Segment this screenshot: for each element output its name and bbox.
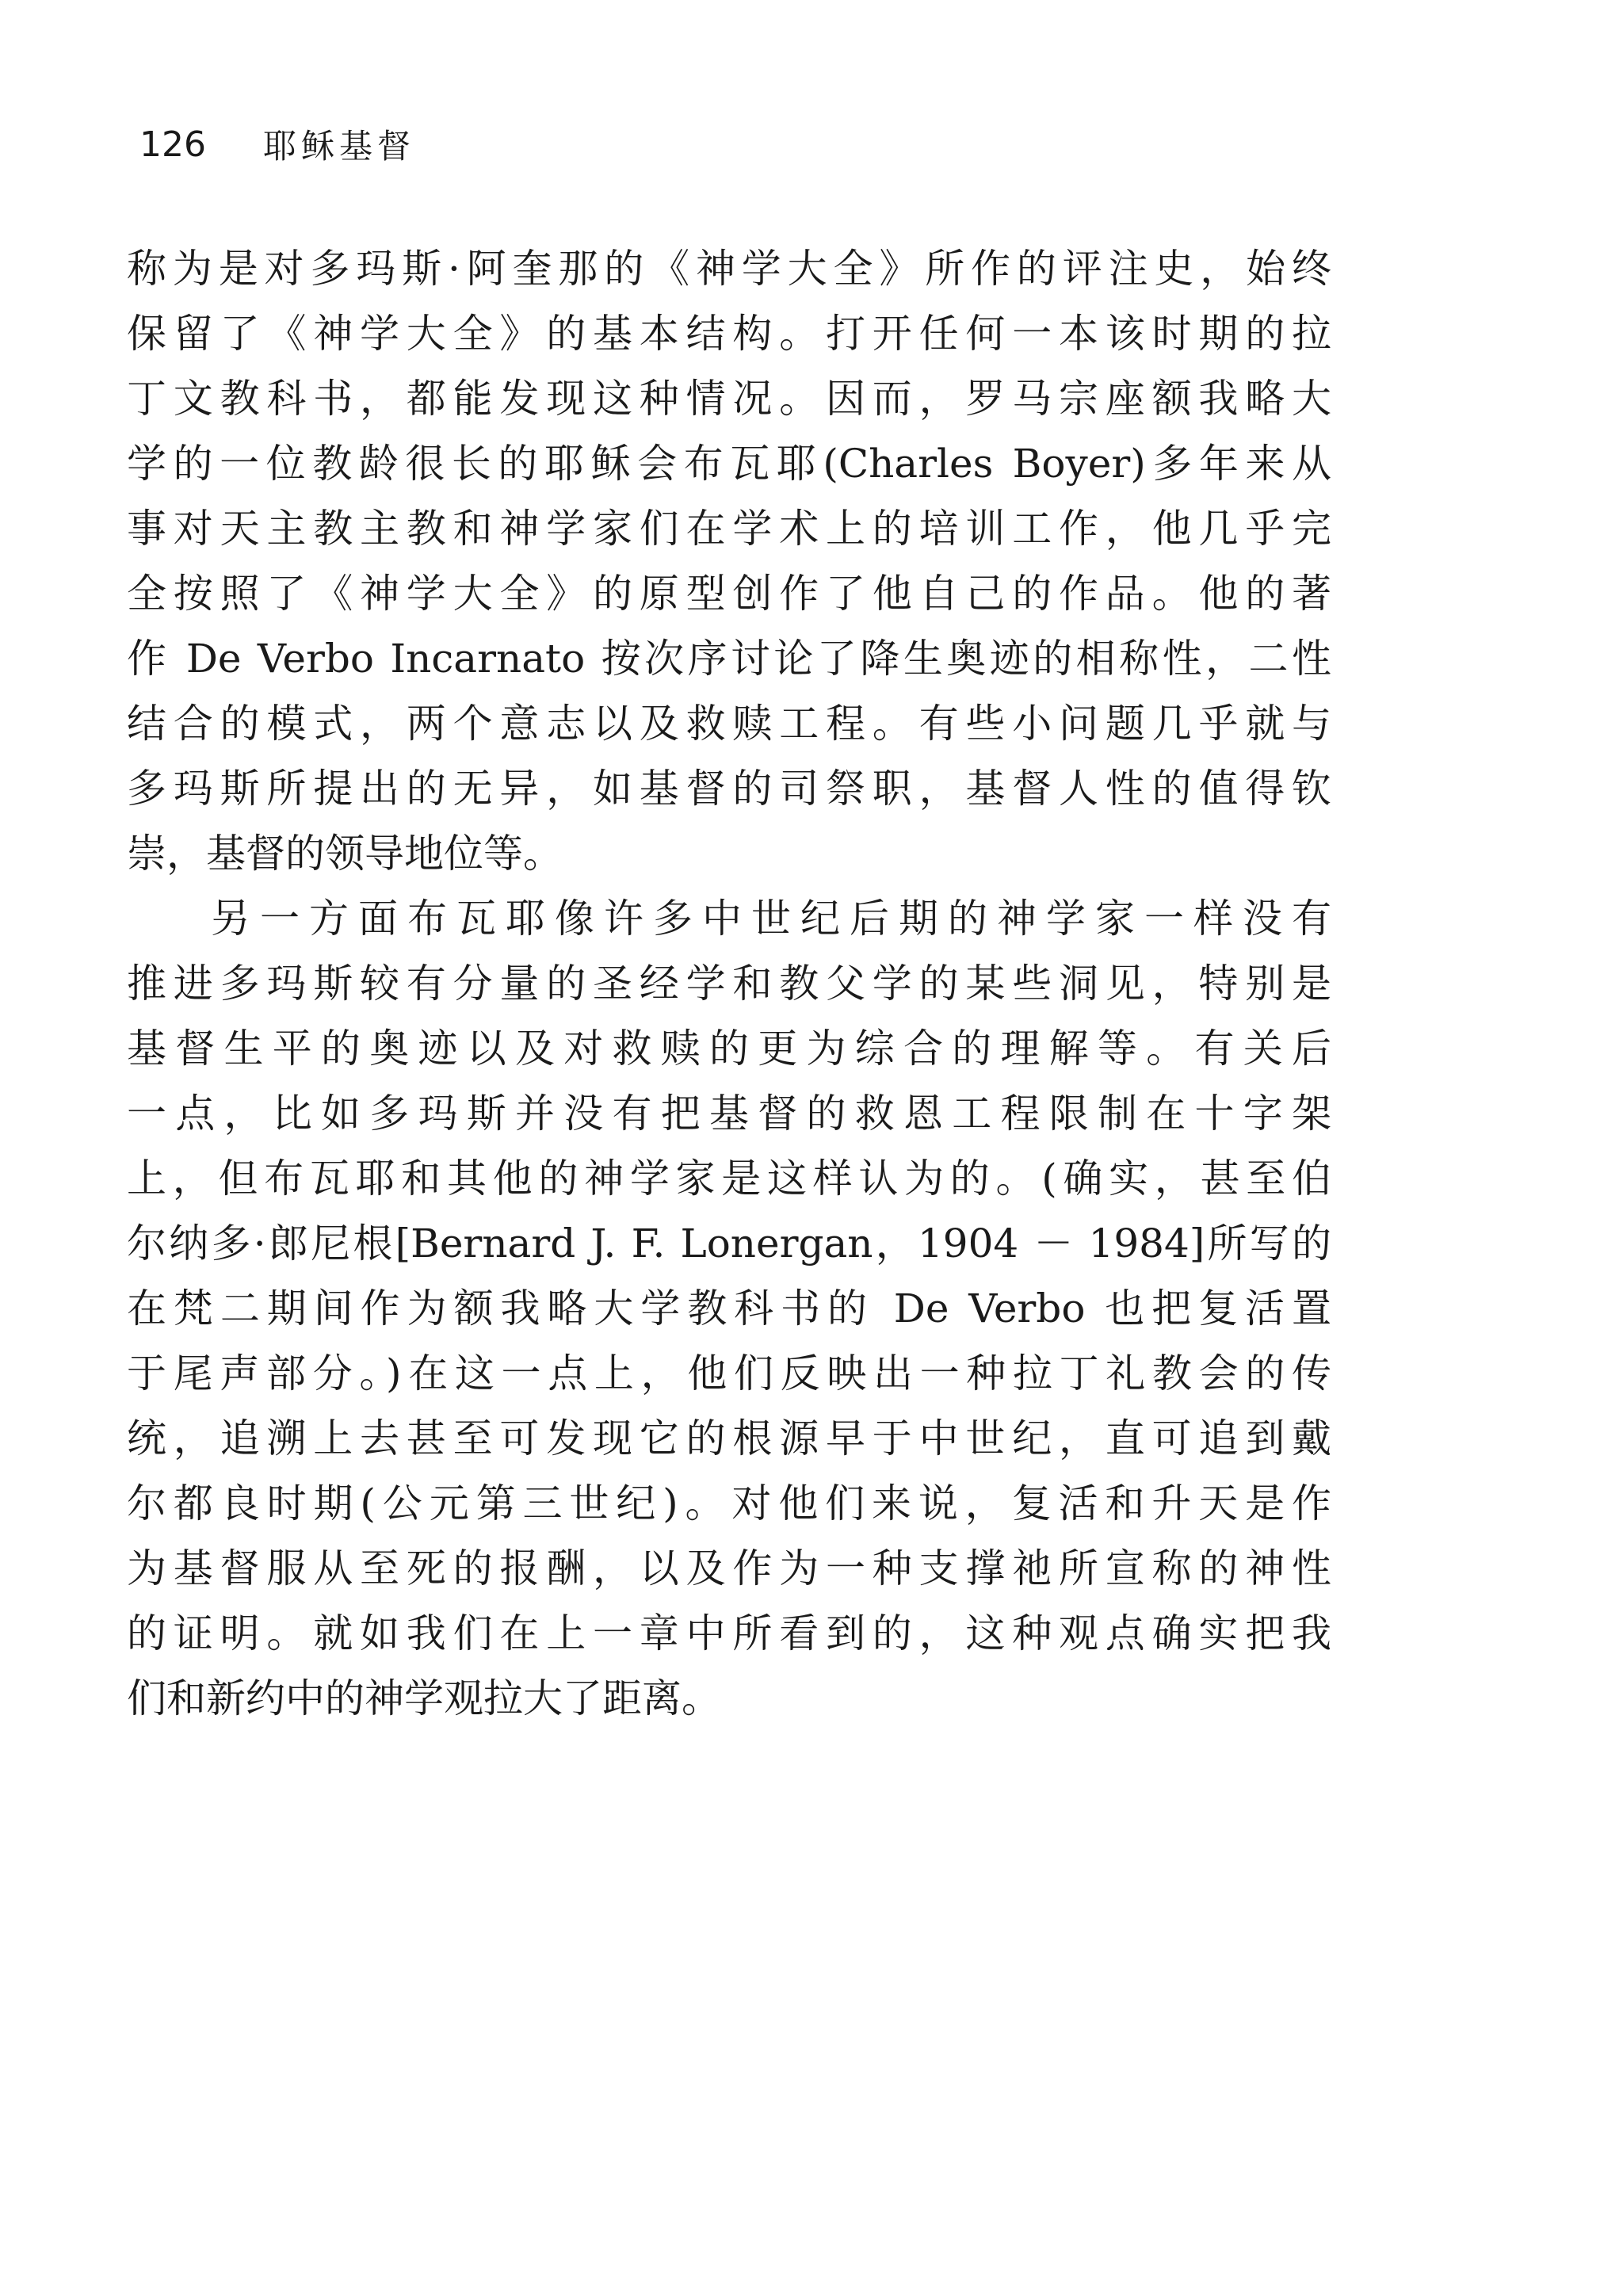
text-line: 丁文教科书，都能发现这种情况。因而，罗马宗座额我略大 — [127, 376, 1331, 422]
paragraph-2 — [127, 886, 1331, 1731]
text-line: 上，但布瓦耶和其他的神学家是这样认为的。(确实，甚至伯 — [127, 1156, 1331, 1201]
text-line: 们和新约中的神学观拉大了距离。 — [127, 1675, 721, 1721]
text-line: 尔纳多·郎尼根[Bernard J. F. Lonergan，1904 － 1984]所写的 — [127, 1221, 1331, 1266]
text-line: 学的一位教龄很长的耶稣会布瓦耶(Charles Boyer)多年来从 — [127, 441, 1331, 487]
text-line: 在梵二期间作为额我略大学教科书的 De Verbo 也把复活置 — [127, 1286, 1331, 1331]
text-line: 保留了《神学大全》的基本结构。打开任何一本该时期的拉 — [127, 311, 1331, 357]
paragraph-1 — [127, 236, 1331, 886]
text-line: 作 De Verbo Incarnato 按次序讨论了降生奥迹的相称性，二性 — [127, 636, 1331, 682]
text-line: 结合的模式，两个意志以及救赎工程。有些小问题几乎就与 — [127, 701, 1331, 747]
text-line: 崇，基督的领导地位等。 — [127, 831, 563, 877]
text-line: 事对天主教主教和神学家们在学术上的培训工作，他几乎完 — [127, 506, 1331, 552]
text-line: 于尾声部分。)在这一点上，他们反映出一种拉丁礼教会的传 — [127, 1350, 1331, 1396]
text-line: 多玛斯所提出的无异，如基督的司祭职，基督人性的值得钦 — [127, 766, 1331, 812]
book-title: 耶稣基督 — [262, 127, 415, 166]
text-line: 全按照了《神学大全》的原型创作了他自己的作品。他的著 — [127, 571, 1331, 617]
text-line: 的证明。就如我们在上一章中所看到的，这种观点确实把我 — [127, 1610, 1331, 1656]
page-number: 126 — [139, 124, 206, 165]
text-line: 一点，比如多玛斯并没有把基督的救恩工程限制在十字架 — [127, 1091, 1331, 1137]
text-line: 统，追溯上去甚至可发现它的根源早于中世纪，直可追到戴 — [127, 1415, 1331, 1461]
text-line: 为基督服从至死的报酬，以及作为一种支撑祂所宣称的神性 — [127, 1545, 1331, 1591]
text-line: 基督生平的奥迹以及对救赎的更为综合的理解等。有关后 — [127, 1026, 1331, 1072]
body-text — [127, 236, 1331, 1731]
text-line: 称为是对多玛斯·阿奎那的《神学大全》所作的评注史，始终 — [127, 246, 1331, 292]
text-line: 尔都良时期(公元第三世纪)。对他们来说，复活和升天是作 — [127, 1480, 1331, 1526]
running-header — [139, 119, 415, 170]
text-line: 推进多玛斯较有分量的圣经学和教父学的某些洞见，特别是 — [127, 961, 1331, 1007]
text-line: 另一方面布瓦耶像许多中世纪后期的神学家一样没有 — [211, 896, 1331, 942]
